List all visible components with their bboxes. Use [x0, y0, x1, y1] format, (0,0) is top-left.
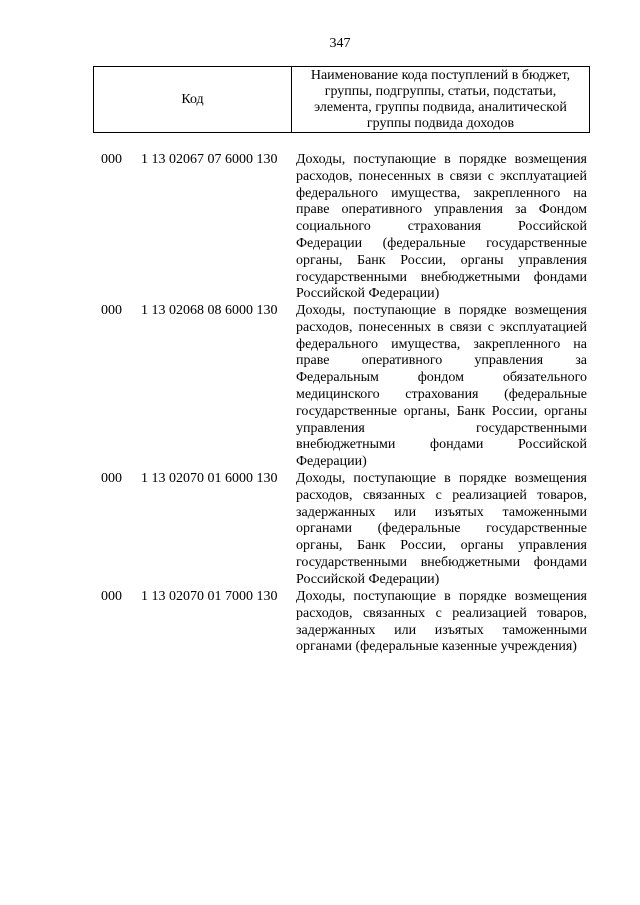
revenue-code: 1 13 02070 01 7000 130 [141, 589, 278, 604]
description-line: медицинского страхования (федеральные [296, 386, 587, 402]
description-line: федерального имущества, закрепленного на [296, 336, 587, 352]
description-line: Российской Федерации) [296, 571, 440, 587]
description-line: расходов, понесенных в связи с эксплуатацией [296, 168, 587, 184]
revenue-code: 1 13 02070 01 6000 130 [141, 471, 278, 486]
revenue-description [296, 471, 587, 589]
description-line: задержанных или изъятых таможенными [296, 504, 587, 520]
description-line: задержанных или изъятых таможенными [296, 622, 587, 638]
description-line: федерального имущества, закрепленного на [296, 185, 587, 201]
admin-code: 000 [101, 471, 122, 486]
revenue-description [296, 152, 587, 303]
description-line: социального страхования Российской [296, 219, 587, 235]
description-line: расходов, связанных с реализацией товаров, [296, 605, 587, 621]
description-line: Доходы, поступающие в порядке возмещения [296, 152, 587, 167]
description-line: внебюджетными фондами Российской [296, 437, 587, 453]
description-line: управления государственными [296, 420, 587, 436]
admin-code: 000 [101, 303, 122, 318]
description-line: государственные органы, Банк России, органы [296, 403, 587, 419]
table-header [93, 66, 590, 133]
description-line: праве оперативного управления за [296, 353, 587, 369]
header-code-column: Код [94, 67, 292, 132]
admin-code: 000 [101, 152, 122, 167]
description-line: Доходы, поступающие в порядке возмещения [296, 589, 587, 604]
description-line: государственными внебюджетными фондами [296, 554, 587, 570]
description-line: праве оперативного управления за Фондом [296, 202, 587, 218]
revenue-description [296, 589, 587, 656]
description-line: государственными внебюджетными фондами [296, 269, 587, 285]
description-line: Федерации) [296, 454, 367, 470]
header-name-column: Наименование кода поступлений в бюджет, группы, подгруппы, статьи, подстатьи, элемента, группы подвида, аналитической группы подвида доходов [310, 67, 571, 131]
description-line: органами (федеральные государственные [296, 521, 587, 537]
description-line: Федерации (федеральные государственные [296, 235, 587, 251]
description-line: органы, Банк России, органы управления [296, 538, 587, 554]
description-line: Доходы, поступающие в порядке возмещения [296, 303, 587, 318]
revenue-code: 1 13 02068 08 6000 130 [141, 303, 278, 318]
description-line: Федеральным фондом обязательного [296, 370, 587, 386]
revenue-description [296, 303, 587, 471]
description-line: расходов, связанных с реализацией товаров, [296, 487, 587, 503]
description-line: расходов, понесенных в связи с эксплуатацией [296, 319, 587, 335]
description-line: органы, Банк России, органы управления [296, 252, 587, 268]
description-line: Российской Федерации) [296, 286, 440, 302]
description-line: Доходы, поступающие в порядке возмещения [296, 471, 587, 486]
admin-code: 000 [101, 589, 122, 604]
page-number: 347 [329, 36, 351, 51]
description-line: органами (федеральные казенные учреждения) [296, 639, 577, 655]
revenue-code: 1 13 02067 07 6000 130 [141, 152, 278, 167]
